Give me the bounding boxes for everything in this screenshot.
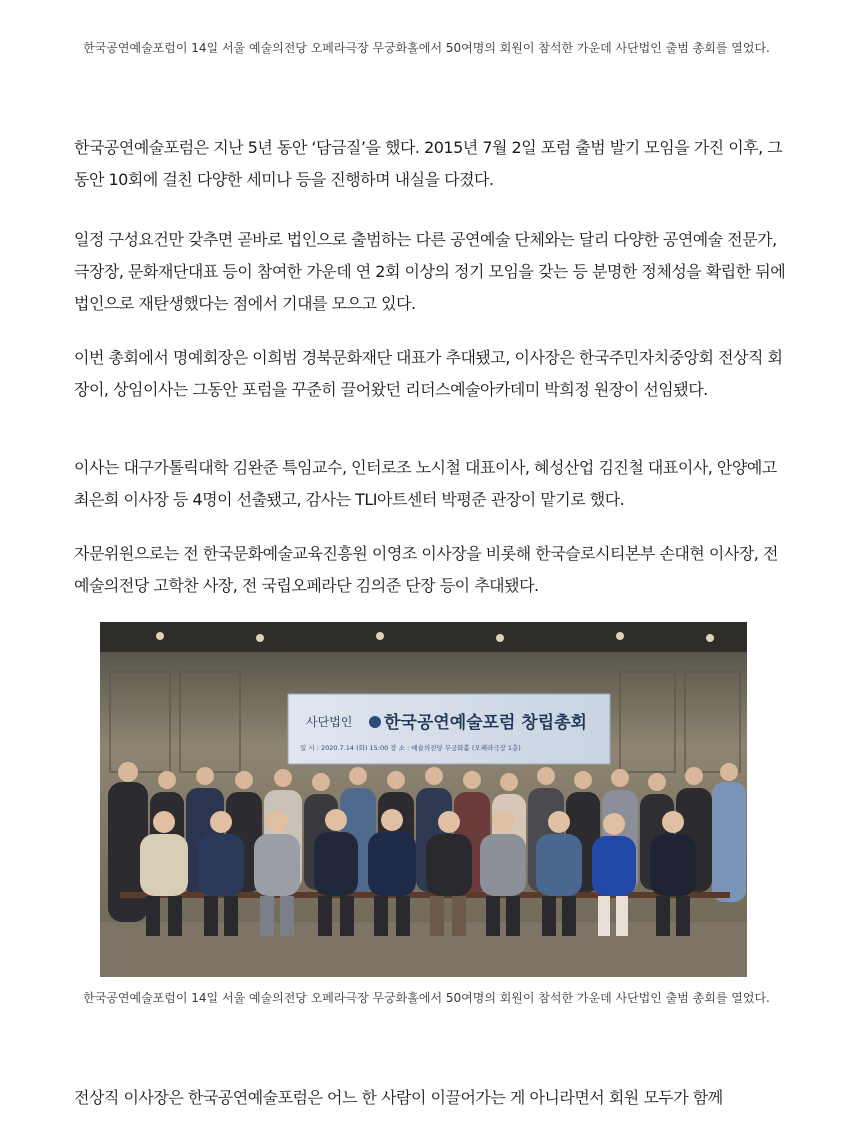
group-photo: [100, 622, 747, 977]
article-paragraph-5: 자문위원으로는 전 한국문화예술교육진흥원 이영조 이사장을 비롯해 한국슬로시티본부 손대현 이사장, 전 예술의전당 고학찬 사장, 전 국립오페라단 김의준 단장 등이 추대됐다.: [74, 544, 778, 595]
article-paragraph-4: 이사는 대구가톨릭대학 김완준 특임교수, 인터로조 노시철 대표이사, 혜성산업 김진철 대표이사, 안양예고 최은희 이사장 등 4명이 선출됐고, 감사는 TLI아트센터 박평준 관장이 맡기로 했다.: [74, 458, 777, 509]
banner-prefix: 사단법인: [306, 715, 353, 729]
photo-caption-bottom: 한국공연예술포럼이 14일 서울 예술의전당 오페라극장 무궁화홀에서 50여명의 회원이 참석한 가운데 사단법인 출범 총회를 열었다.: [83, 991, 770, 1005]
photo-caption-top: 한국공연예술포럼이 14일 서울 예술의전당 오페라극장 무궁화홀에서 50여명의 회원이 참석한 가운데 사단법인 출범 총회를 열었다.: [83, 41, 770, 55]
banner-subtitle: 일 시 : 2020.7.14 (화) 15:00 장 소 : 예술의전당 무궁화홀 (오페라극장 1층): [300, 744, 521, 752]
banner-title: 한국공연예술포럼 창립총회: [384, 713, 587, 733]
article-paragraph-1: 한국공연예술포럼은 지난 5년 동안 ‘담금질’을 했다. 2015년 7월 2일 포럼 출범 발기 모임을 가진 이후, 그동안 10회에 걸친 다양한 세미나 등을 진행하며 내실을 다졌다.: [74, 138, 783, 189]
article-paragraph-6: 전상직 이사장은 한국공연예술포럼은 어느 한 사람이 이끌어가는 게 아니라면서 회원 모두가 함께: [74, 1088, 723, 1107]
article-paragraph-2: 일정 구성요건만 갖추면 곧바로 법인으로 출범하는 다른 공연예술 단체와는 달리 다양한 공연예술 전문가, 극장장, 문화재단대표 등이 참여한 가운데 연 2회 이상의 정기 모임을 갖는 등 분명한 정체성을 확립한 뒤에 법인으로 재탄생했다는 점에서 기대를 모으고 있다.: [74, 230, 786, 313]
article-paragraph-3: 이번 총회에서 명예회장은 이희범 경북문화재단 대표가 추대됐고, 이사장은 한국주민자치중앙회 전상직 회장이, 상임이사는 그동안 포럼을 꾸준히 끌어왔던 리더스예술아카데미 박희정 원장이 선임됐다.: [74, 348, 783, 399]
